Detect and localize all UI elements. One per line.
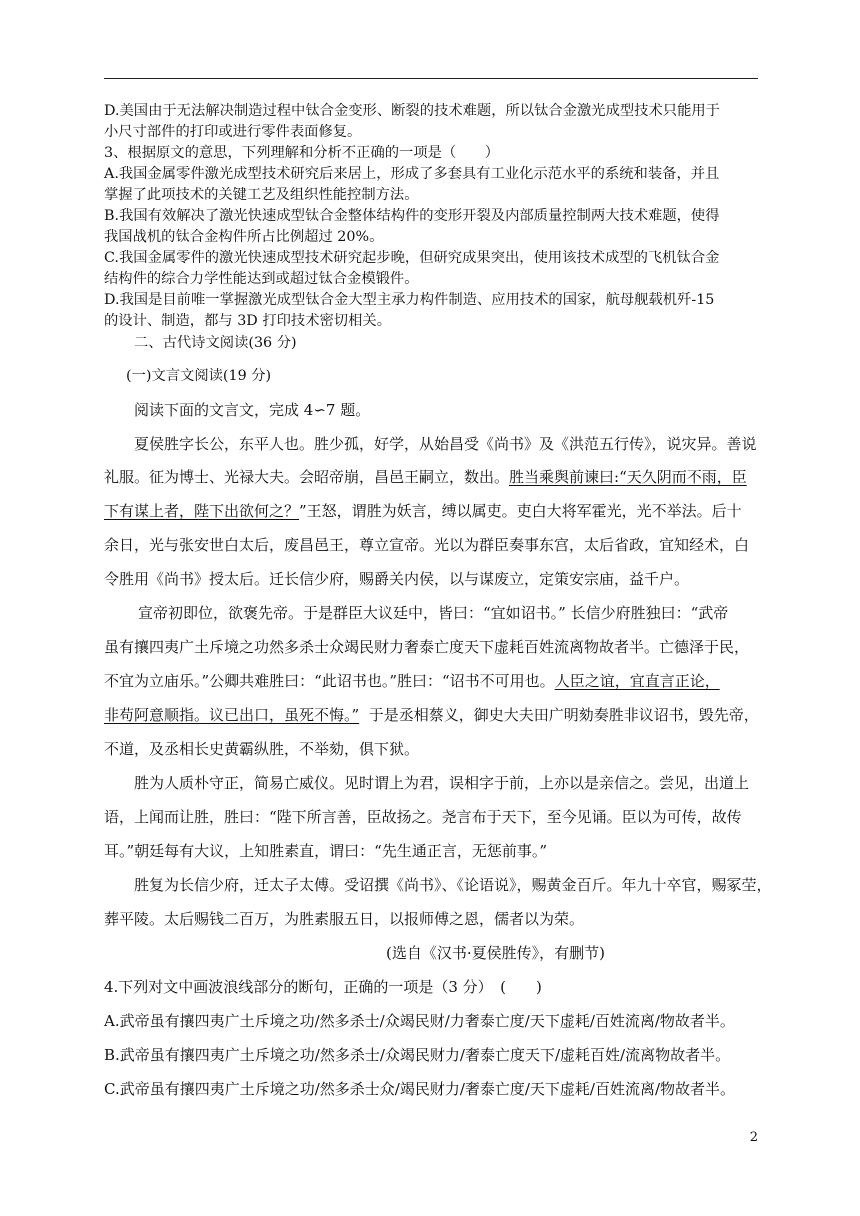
q4-option-a: A.武帝虽有攘四夷广土斥境之功/然多杀士/众竭民财/力奢泰亡度/天下虚耗/百姓流离/物故者半。 <box>104 1012 735 1030</box>
passage-p4-line2: 葬平陵。太后赐钱二百万，为胜素服五日，以报师傅之恩，儒者以为荣。 <box>104 910 585 928</box>
q3-stem: 3、根据原文的意思，下列理解和分析不正确的一项是（ ） <box>104 145 500 161</box>
passage-p1-line2: 礼服。征为博士、光禄大夫。会昭帝崩，昌邑王嗣立，数出。胜当乘舆前谏曰:“天久阴而不雨，臣 <box>104 468 747 486</box>
passage-p1-line3: 下有谋上者，陛下出欲何之？”王怒，谓胜为妖言，缚以属吏。吏白大将军霍光，光不举法。后十 <box>104 502 742 520</box>
passage-p2-line1: 宣帝初即位，欲褒先帝。于是群臣大议廷中，皆曰：“宜如诏书。” 长信少府胜独曰：“武帝 <box>138 604 729 622</box>
q4-stem: 4.下列对文中画波浪线部分的断句，正确的一项是（3 分） ( ) <box>104 978 542 996</box>
page-number: 2 <box>749 1130 758 1145</box>
q3-option-a-line2: 掌握了此项技术的关键工艺及组织性能控制方法。 <box>104 187 419 203</box>
underlined-text: 胜当乘舆前谏曰:“天久阴而不雨，臣 <box>509 468 747 486</box>
underlined-text: 人臣之谊，宜直言正论， <box>554 672 720 690</box>
q3-option-c-line1: C.我国金属零件的激光快速成型技术研究起步晚，但研究成果突出，使用该技术成型的飞机钛合金 <box>104 250 720 266</box>
passage-p2-line2: 虽有攘四夷广土斥境之功然多杀士众竭民财力奢泰亡度天下虚耗百姓流离物故者半。亡德泽于民， <box>104 638 750 656</box>
option-d-prev-line1: D.美国由于无法解决制造过程中钛合金变形、断裂的技术难题，所以钛合金激光成型技术只能用于 <box>104 103 720 119</box>
q4-option-b: B.武帝虽有攘四夷广土斥境之功/然多杀士/众竭民财力/奢泰亡度天下/虚耗百姓/流离物故者半。 <box>104 1046 731 1064</box>
q3-option-c-line2: 结构件的综合力学性能达到或超过钛合金模锻件。 <box>104 271 419 287</box>
passage-p1-line1: 夏侯胜字长公，东平人也。胜少孤，好学，从始昌受《尚书》及《洪范五行传》，说灾异。善说 <box>134 435 757 453</box>
passage-p2-line4: 非苟阿意顺指。议已出口，虽死不悔。” 于是丞相蔡义，御史大夫田广明劾奏胜非议诏书，毁先帝， <box>104 706 759 724</box>
source-citation: (选自《汉书·夏侯胜传》，有删节) <box>386 944 605 962</box>
passage-p2-line5: 不道，及丞相长史黄霸纵胜，不举劾，俱下狱。 <box>104 740 420 758</box>
underlined-text: 非苟阿意顺指。议已出口，虽死不悔。” <box>104 706 360 724</box>
q4-option-c: C.武帝虽有攘四夷广土斥境之功/然多杀士众/竭民财力/奢泰亡度/天下虚耗/百姓流离/物故者半。 <box>104 1080 736 1098</box>
passage-p3-line3: 耳。”朝廷每有大议，上知胜素直，谓曰：“先生通正言，无惩前事。” <box>104 842 548 860</box>
q3-option-b-line1: B.我国有效解决了激光快速成型钛合金整体结构件的变形开裂及内部质量控制两大技术难题，使得 <box>104 208 720 224</box>
q3-option-a-line1: A.我国金属零件激光成型技术研究后来居上，形成了多套具有工业化示范水平的系统和装备，并且 <box>104 166 720 182</box>
option-d-prev-line2: 小尺寸部件的打印或进行零件表面修复。 <box>104 124 362 140</box>
q3-option-d-line1: D.我国是目前唯一掌握激光成型钛合金大型主承力构件制造、应用技术的国家，航母舰载机歼-15 <box>104 292 715 308</box>
passage-p4-line1: 胜复为长信少府，迁太子太傅。受诏撰《尚书》、《论语说》，赐黄金百斤。年九十卒官，赐冢茔， <box>134 876 772 894</box>
underlined-text: 下有谋上者，陛下出欲何之？ <box>104 502 300 520</box>
q3-option-b-line2: 我国战机的钛合金构件所占比例超过 20%。 <box>104 229 384 245</box>
header-rule <box>104 78 758 79</box>
passage-p1-line4: 余日，光与张安世白太后，废昌邑王，尊立宣帝。光以为群臣奏事东宫，太后省政，宜知经术，白 <box>104 536 750 554</box>
passage-p3-line2: 语，上闻而让胜，胜曰：“陛下所言善，臣故扬之。尧言布于天下，至今见诵。臣以为可传，故传 <box>104 808 742 826</box>
instruction: 阅读下面的文言文，完成 4∽7 题。 <box>134 401 371 419</box>
passage-p1-line5: 令胜用《尚书》授太后。迁长信少府，赐爵关内侯，以与谋废立，定策安宗庙，益千户。 <box>104 570 690 588</box>
passage-p2-line3: 不宜为立庙乐。”公卿共难胜曰：“此诏书也。”胜曰：“诏书不可用也。人臣之谊，宜直言正论， <box>104 672 720 690</box>
q3-option-d-line2: 的设计、制造，都与 3D 打印技术密切相关。 <box>104 313 391 329</box>
passage-p3-line1: 胜为人质朴守正，简易亡威仪。见时谓上为君，误相字于前，上亦以是亲信之。尝见，出道上 <box>134 774 750 792</box>
subsection-heading: (一)文言文阅读(19 分) <box>126 368 272 384</box>
section-heading: 二、古代诗文阅读(36 分) <box>134 335 297 351</box>
